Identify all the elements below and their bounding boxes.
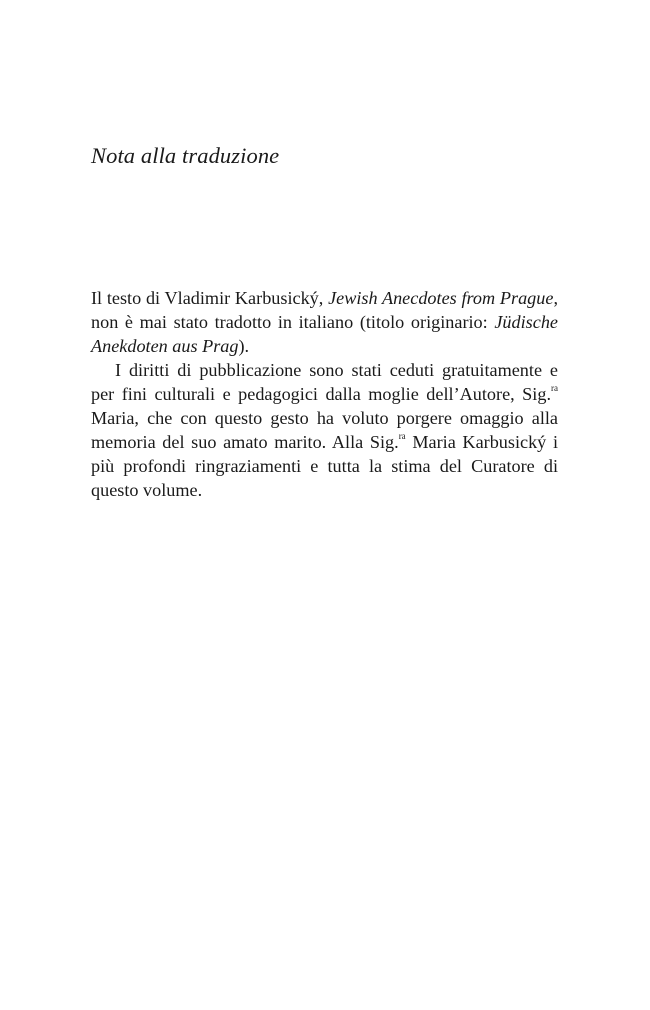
superscript: ra	[398, 430, 406, 441]
text-line	[91, 358, 558, 382]
text-run: Maria, che con questo gesto ha voluto porgere omaggio alla	[91, 408, 558, 428]
text-line	[91, 310, 558, 334]
text-run: Maria Karbusický i	[405, 432, 558, 452]
text-line	[91, 406, 558, 430]
text-run: Il testo di Vladimir Karbusický,	[91, 288, 329, 308]
paragraph-2	[91, 358, 558, 502]
paragraph-1	[91, 286, 558, 358]
text-line	[91, 454, 558, 478]
text-line	[91, 334, 558, 358]
text-run: ,	[553, 288, 558, 308]
book-title-english: Jewish Anecdotes from Prague	[328, 288, 554, 308]
book-title-original: Anekdoten aus Prag	[91, 336, 239, 356]
body-text	[91, 286, 558, 502]
text-run: I diritti di pubblicazione sono stati ceduti gratuitamente e	[115, 360, 558, 380]
text-line	[91, 430, 558, 454]
text-line	[91, 382, 558, 406]
text-run: memoria del suo amato marito. Alla Sig.	[91, 432, 399, 452]
book-title-original: Jüdische	[494, 312, 558, 332]
superscript: ra	[551, 382, 558, 393]
text-run: ).	[238, 336, 250, 356]
text-line	[91, 286, 558, 310]
text-run: questo volume.	[91, 480, 203, 500]
text-run: per fini culturali e pedagogici dalla moglie dell’Autore, Sig.	[91, 384, 551, 404]
text-run: più profondi ringraziamenti e tutta la stima del Curatore di	[91, 456, 558, 476]
text-run: non è mai stato tradotto in italiano (titolo originario:	[91, 312, 495, 332]
section-title: Nota alla traduzione	[91, 143, 280, 168]
text-line	[91, 478, 558, 502]
